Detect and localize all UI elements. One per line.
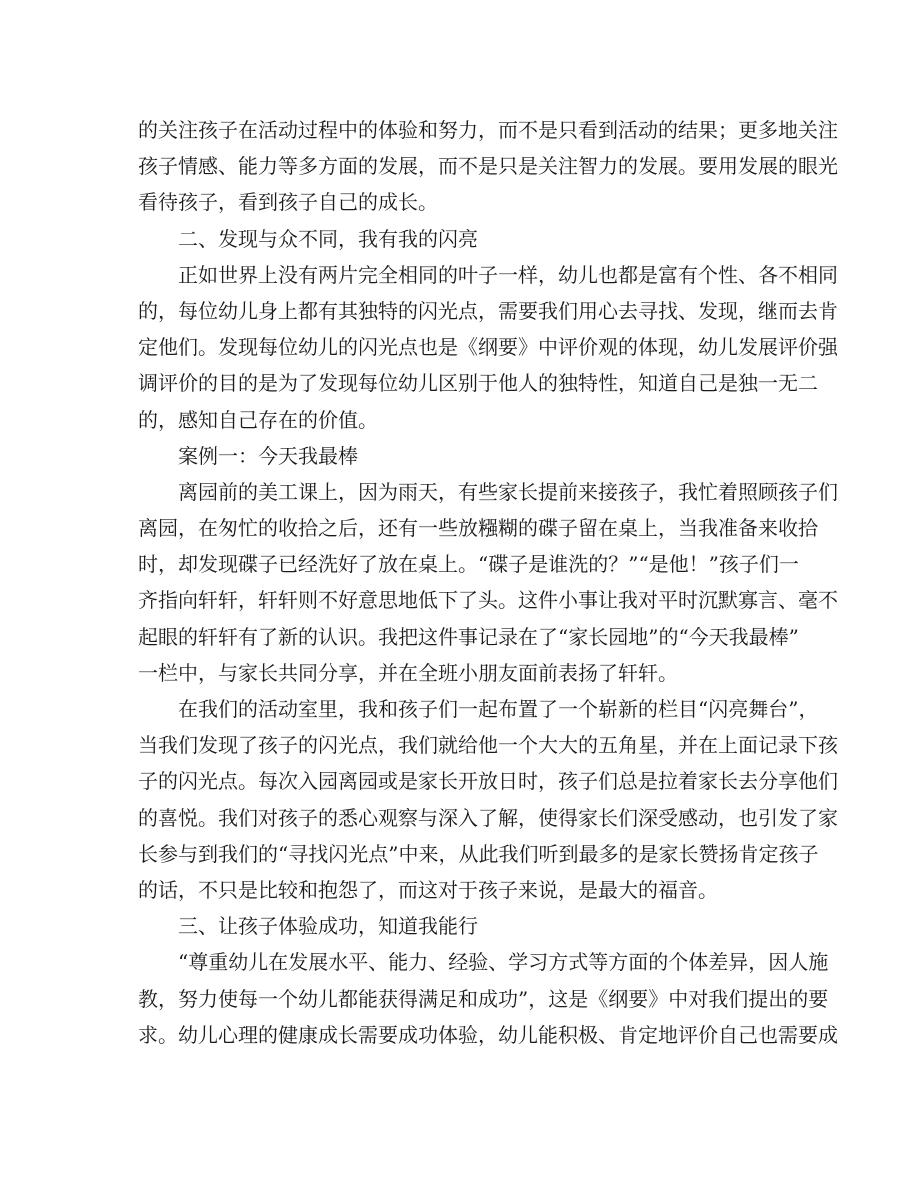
text-line: 的关注孩子在活动过程中的体验和努力，而不是只看到活动的结果；更多地关注 [138,118,838,142]
text-line: 的，感知自己存在的价值。 [138,407,378,432]
text-line: 案例一：今天我最棒 [178,443,358,468]
text-line: 长参与到我们的“寻找闪光点”中来，从此我们听到最多的是家长赞扬肯定孩子 [138,841,819,866]
text-line: 的喜悦。我们对孩子的悉心观察与深入了解，使得家长们深受感动，也引发了家 [138,805,838,830]
text-line: 子的闪光点。每次入园离园或是家长开放日时，孩子们总是拉着家长去分享他们 [138,769,838,794]
text-line: 的话，不只是比较和抱怨了，而这对于孩子来说，是最大的福音。 [138,877,718,902]
text-line: 齐指向轩轩，轩轩则不好意思地低下了头。这件小事让我对平时沉默寡言、毫不 [138,588,838,613]
text-line: 离园前的美工课上，因为雨天，有些家长提前来接孩子，我忙着照顾孩子们 [178,479,838,504]
text-line: 起眼的轩轩有了新的认识。我把这件事记录在了“家长园地”的“今天我最棒” [138,624,799,649]
document-body [138,112,838,1053]
text-line: 三、让孩子体验成功，知道我能行 [178,914,478,939]
text-line: 求。幼儿心理的健康成长需要成功体验，幼儿能积极、肯定地评价自己也需要成 [138,1022,838,1047]
text-line: 在我们的活动室里，我和孩子们一起布置了一个崭新的栏目“闪亮舞台”， [178,697,819,721]
text-line: 离园，在匆忙的收拾之后，还有一些放糨糊的碟子留在桌上，当我准备来收拾 [138,516,818,541]
text-line: 正如世界上没有两片完全相同的叶子一样，幼儿也都是富有个性、各不相同 [178,262,838,287]
text-line: 看待孩子，看到孩子自己的成长。 [138,190,438,215]
text-line: 二、发现与众不同，我有我的闪亮 [178,226,478,251]
text-line: 孩子情感、能力等多方面的发展，而不是只是关注智力的发展。要用发展的眼光 [138,154,838,179]
text-line: 一栏中，与家长共同分享，并在全班小朋友面前表扬了轩轩。 [138,660,678,685]
text-line: “尊重幼儿在发展水平、能力、经验、学习方式等方面的个体差异，因人施 [178,950,829,975]
text-line: 定他们。发现每位幼儿的闪光点也是《纲要》中评价观的体现，幼儿发展评价强 [138,335,838,360]
text-line: 当我们发现了孩子的闪光点，我们就给他一个大大的五角星，并在上面记录下孩 [138,733,838,758]
text-line: 的，每位幼儿身上都有其独特的闪光点，需要我们用心去寻找、发现，继而去肯 [138,298,838,323]
text-line: 教，努力使每一个幼儿都能获得满足和成功”，这是《纲要》中对我们提出的要 [138,986,829,1011]
text-line: 调评价的目的是为了发现每位幼儿区别于他人的独特性，知道自己是独一无二 [138,371,818,396]
text-line: 时，却发现碟子已经洗好了放在桌上。“碟子是谁洗的？”“是他！”孩子们一 [138,552,799,577]
